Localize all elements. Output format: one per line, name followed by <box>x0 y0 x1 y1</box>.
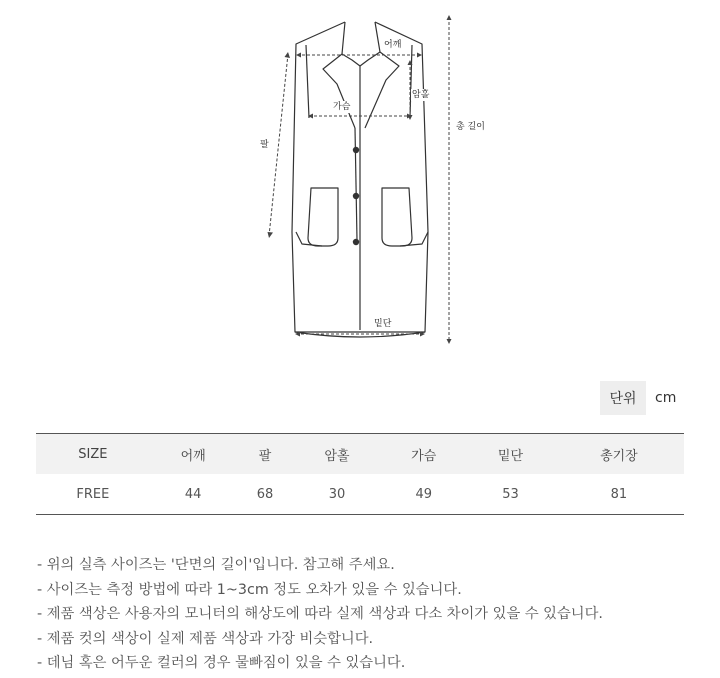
unit-value: cm <box>655 390 677 406</box>
table-header-cell: 밑단 <box>467 434 554 475</box>
table-header-cell: 가슴 <box>380 434 467 475</box>
table-header-cell: SIZE <box>36 434 150 475</box>
note-item: - 사이즈는 측정 방법에 따라 1~3cm 정도 오차가 있을 수 있습니다. <box>37 581 462 598</box>
note-item: - 위의 실측 사이즈는 '단면의 길이'입니다. 참고해 주세요. <box>37 557 395 573</box>
table-cell: FREE <box>36 474 150 515</box>
table-cell: 81 <box>554 474 684 515</box>
table-cell: 68 <box>237 474 294 515</box>
size-notes-list <box>37 553 603 676</box>
table-header-cell: 팔 <box>237 434 294 475</box>
note-item: - 제품 색상은 사용자의 모니터의 해상도에 따라 실제 색상과 다소 차이가 있을 수 있습니다. <box>37 606 603 622</box>
note-item: - 데님 혹은 어두운 컬러의 경우 물빠짐이 있을 수 있습니다. <box>37 655 406 671</box>
table-header-cell: 암홀 <box>294 434 381 475</box>
sleeve-dimension-label: 팔 <box>260 140 269 150</box>
unit-indicator <box>600 381 676 415</box>
table-cell: 53 <box>467 474 554 515</box>
shoulder-dimension-label: 어깨 <box>384 40 402 50</box>
table-cell: 44 <box>150 474 237 515</box>
table-header-cell: 총기장 <box>554 434 684 475</box>
table-header-row <box>36 434 684 475</box>
hem-dimension-label: 밑단 <box>374 319 392 329</box>
table-cell: 30 <box>294 474 381 515</box>
table-header-cell: 어깨 <box>150 434 237 475</box>
total-length-dimension-label: 총 길이 <box>456 122 485 132</box>
note-item: - 제품 컷의 색상이 실제 제품 색상과 가장 비슷합니다. <box>37 630 374 647</box>
table-cell: 49 <box>380 474 467 515</box>
unit-label: 단위 <box>600 381 646 415</box>
table-row <box>36 474 684 515</box>
chest-dimension-label: 가슴 <box>333 102 351 112</box>
size-table <box>36 433 684 515</box>
armhole-dimension-label: 암홀 <box>412 90 430 100</box>
